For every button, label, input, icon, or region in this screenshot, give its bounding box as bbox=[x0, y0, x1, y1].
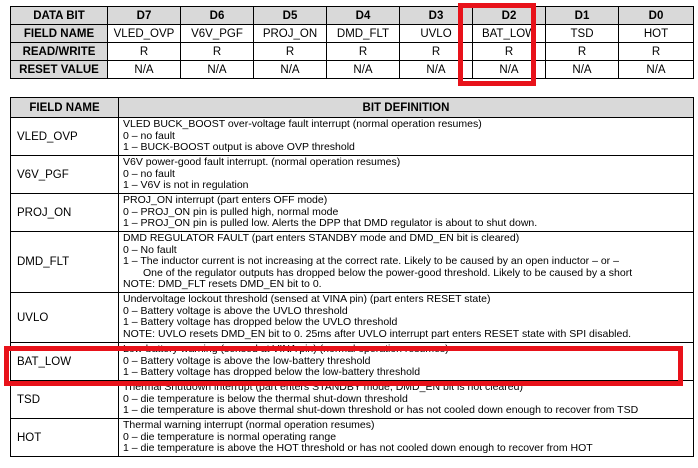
bit-definition-header: BIT DEFINITION bbox=[119, 98, 694, 118]
register-row bbox=[11, 43, 694, 61]
register-cell: VLED_OVP bbox=[108, 25, 181, 43]
field-name: DMD_FLT bbox=[11, 232, 119, 293]
bit-definition-table bbox=[10, 97, 694, 457]
field-name: BAT_LOW bbox=[11, 343, 119, 381]
bit-definition bbox=[119, 343, 694, 381]
field-name: PROJ_ON bbox=[11, 194, 119, 232]
definition-row-v6v-pgf bbox=[11, 156, 694, 194]
definition-line: 0 – No fault bbox=[123, 243, 177, 256]
register-cell: N/A bbox=[619, 61, 694, 79]
definition-row-dmd-flt bbox=[11, 232, 694, 293]
definition-line: 0 – Battery voltage is above the low-battery threshold bbox=[123, 354, 371, 367]
register-cell: R bbox=[619, 43, 694, 61]
register-header-cell: DATA BIT bbox=[11, 7, 108, 25]
register-cell: R bbox=[327, 43, 400, 61]
register-cell: TSD bbox=[546, 25, 619, 43]
register-header-cell: D0 bbox=[619, 7, 694, 25]
register-row-label: FIELD NAME bbox=[11, 25, 108, 43]
register-cell: UVLO bbox=[400, 25, 473, 43]
register-cell: N/A bbox=[181, 61, 254, 79]
bit-definition bbox=[119, 381, 694, 419]
register-cell: N/A bbox=[254, 61, 327, 79]
bit-definition bbox=[119, 194, 694, 232]
register-cell: R bbox=[400, 43, 473, 61]
register-cell: HOT bbox=[619, 25, 694, 43]
register-row-label: RESET VALUE bbox=[11, 61, 108, 79]
definition-line: 1 – PROJ_ON pin is pulled low. Alerts the DPP that DMD regulator is about to shut down. bbox=[123, 217, 538, 230]
register-cell: BAT_LOW bbox=[473, 25, 546, 43]
definition-line: 0 – die temperature is normal operating range bbox=[123, 430, 337, 443]
definition-header-row bbox=[11, 98, 694, 118]
definition-row-vled-ovp bbox=[11, 118, 694, 156]
field-name: UVLO bbox=[11, 293, 119, 343]
register-cell: PROJ_ON bbox=[254, 25, 327, 43]
definition-line: DMD REGULATOR FAULT (part enters STANDBY mode and DMD_EN bit is cleared) bbox=[123, 232, 520, 244]
definition-line: Low-battery warning (sensed at VINA pin) (normal operation resumes) bbox=[123, 343, 449, 355]
bit-definition bbox=[119, 419, 694, 457]
definition-row-uvlo bbox=[11, 293, 694, 343]
register-cell: R bbox=[473, 43, 546, 61]
register-cell: R bbox=[546, 43, 619, 61]
register-cell: R bbox=[254, 43, 327, 61]
register-header-cell: D3 bbox=[400, 7, 473, 25]
register-cell: N/A bbox=[546, 61, 619, 79]
register-header-cell: D4 bbox=[327, 7, 400, 25]
field-name: VLED_OVP bbox=[11, 118, 119, 156]
register-cell: N/A bbox=[400, 61, 473, 79]
definition-line: 0 – no fault bbox=[123, 129, 175, 142]
register-table bbox=[10, 6, 694, 79]
field-name: TSD bbox=[11, 381, 119, 419]
register-header-cell: D6 bbox=[181, 7, 254, 25]
definition-row-proj-on bbox=[11, 194, 694, 232]
bit-definition bbox=[119, 156, 694, 194]
definition-line: VLED BUCK_BOOST over-voltage fault interrupt (normal operation resumes) bbox=[123, 118, 482, 130]
definition-row-tsd bbox=[11, 381, 694, 419]
definition-line: 1 – BUCK-BOOST output is above OVP threshold bbox=[123, 141, 355, 154]
definition-line: Undervoltage lockout threshold (sensed at VINA pin) (part enters RESET state) bbox=[123, 293, 491, 305]
definition-line: 0 – PROJ_ON pin is pulled high, normal mode bbox=[123, 205, 339, 218]
definition-line: 0 – Battery voltage is above the UVLO threshold bbox=[123, 304, 348, 317]
definition-row-hot bbox=[11, 419, 694, 457]
field-name: V6V_PGF bbox=[11, 156, 119, 194]
definition-line: Thermal warning interrupt (normal operation resumes) bbox=[123, 419, 375, 431]
bit-definition bbox=[119, 118, 694, 156]
definition-line: 0 – die temperature is below the thermal shut-down threshold bbox=[123, 392, 408, 405]
bit-definition bbox=[119, 293, 694, 343]
definition-line: 1 – die temperature is above thermal shut-down threshold or has not cooled down enough to recover from TSD bbox=[123, 404, 639, 417]
register-row-label: READ/WRITE bbox=[11, 43, 108, 61]
definition-line: 1 – Battery voltage has dropped below the low-battery threshold bbox=[123, 366, 421, 379]
register-header-cell: D5 bbox=[254, 7, 327, 25]
definition-row-bat-low bbox=[11, 343, 694, 381]
register-cell: N/A bbox=[327, 61, 400, 79]
definition-line: 1 – Battery voltage has dropped below the UVLO threshold bbox=[123, 316, 398, 329]
field-name: HOT bbox=[11, 419, 119, 457]
definition-line: PROJ_ON interrupt (part enters OFF mode) bbox=[123, 194, 328, 206]
register-header-cell: D1 bbox=[546, 7, 619, 25]
definition-line: 1 – V6V is not in regulation bbox=[123, 179, 249, 192]
register-cell: R bbox=[108, 43, 181, 61]
bit-definition bbox=[119, 232, 694, 293]
register-header-row bbox=[11, 7, 694, 25]
register-cell: V6V_PGF bbox=[181, 25, 254, 43]
register-row bbox=[11, 25, 694, 43]
register-header-cell: D7 bbox=[108, 7, 181, 25]
register-header-cell: D2 bbox=[473, 7, 546, 25]
definition-line: NOTE: UVLO resets DMD_EN bit to 0. 25ms after UVLO interrupt part enters RESET state with SPI disabled. bbox=[123, 327, 632, 340]
definition-line: 1 – The inductor current is not increasing at the correct rate. Likely to be caused by an open inductor – or – bbox=[123, 255, 619, 268]
definition-line: V6V power-good fault interrupt. (normal operation resumes) bbox=[123, 156, 401, 168]
register-row bbox=[11, 61, 694, 79]
definition-line: 0 – no fault bbox=[123, 167, 175, 180]
register-cell: DMD_FLT bbox=[327, 25, 400, 43]
register-cell: N/A bbox=[473, 61, 546, 79]
register-cell: N/A bbox=[108, 61, 181, 79]
definition-line: NOTE: DMD_FLT resets DMD_EN bit to 0. bbox=[123, 278, 322, 291]
definition-line: Thermal Shutdown interrupt (part enters STANDBY mode, DMD_EN bit is not cleared) bbox=[123, 381, 523, 393]
definition-line: 1 – die temperature is above the HOT threshold or has not cooled down enough to recover from HOT bbox=[123, 442, 593, 455]
definition-line: One of the regulator outputs has dropped below the power-good threshold. Likely to be caused by a short bbox=[143, 266, 633, 279]
register-cell: R bbox=[181, 43, 254, 61]
field-name-header: FIELD NAME bbox=[11, 98, 119, 118]
